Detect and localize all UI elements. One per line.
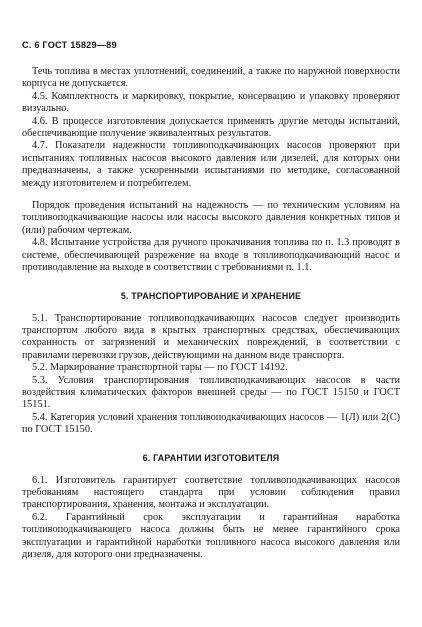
paragraph-5-3: 5.3. Условия транспортирования топливоподкачивающих насосов в части воздействия климатических факторов внешней среды — по ГОСТ 15150 и ГОСТ 15151. (22, 374, 400, 411)
paragraph-6-1: 6.1. Изготовитель гарантирует соответствие топливоподкачивающих насосов требованиям настоящего стандарта при условии соблюдения правил транспортирования, хранения, монтажа и эксплуатации. (22, 474, 400, 511)
paragraph-4-7: 4.7. Показатели надежности топливоподкачивающих насосов проверяют при испытаниях топливных насосов высокого давления или дизелей, для которых они предназначены, а также ускоренными испытаниями по методике, согласованной между изготовителем и потребителем. (22, 140, 400, 189)
paragraph-4-6: 4.6. В процессе изготовления допускается применять другие методы испытаний, обеспечивающие получение эквивалентных результатов. (22, 115, 400, 140)
paragraph-4-7-order: Порядок проведения испытаний на надежность — по техническим условиям на топливоподкачивающие насосы или насосы высокого давления конкретных типов и (или) рабочим чертежам. (22, 200, 400, 236)
paragraph-6-2: 6.2. Гарантийный срок эксплуатации и гарантийная наработка топливоподкачивающего насоса должны быть не менее гарантийного срока эксплуатации и гарантийной наработки топливного насоса высокого давления или дизеля, для которого они предназначены. (22, 511, 400, 560)
section-5-heading: 5. ТРАНСПОРТИРОВАНИЕ И ХРАНЕНИЕ (120, 290, 302, 301)
paragraph-4-5: 4.5. Комплектность и маркировку, покрытие, консервацию и упаковку проверяют визуально. (22, 90, 400, 115)
paragraph-5-2: 5.2. Маркирование транспортной тары — по ГОСТ 14192. (32, 362, 288, 374)
paragraph-5-1: 5.1. Транспортирование топливоподкачивающих насосов следует производить транспортом любого вида в крытых транспортных средствах, обеспечивающих сохранность от загрязнений и механических повреждений, в соответствии с правилами перевозки грузов, действующими на данном виде транспорта. (22, 312, 400, 361)
section-6-heading: 6. ГАРАНТИИ ИЗГОТОВИТЕЛЯ (142, 452, 280, 463)
paragraph-4-8: 4.8. Испытание устройства для ручного прокачивания топлива по п. 1.3 проводят в системе, обеспечивающей разрежение на входе в топливоподкачивающий насос и противодавление на выходе в соответствии с требованиями п. 1.1. (22, 237, 400, 274)
paragraph-5-4: 5.4. Категория условий хранения топливоподкачивающих насосов — 1(Л) или 2(С) по ГОСТ 15150. (22, 411, 400, 436)
document-body (22, 66, 400, 561)
paragraph-4-4-cont: Течь топлива в местах уплотнений, соединений, а также по наружной поверхности корпуса не допускается. (22, 66, 400, 90)
page-header: С. 6 ГОСТ 15829—89 (22, 40, 117, 50)
